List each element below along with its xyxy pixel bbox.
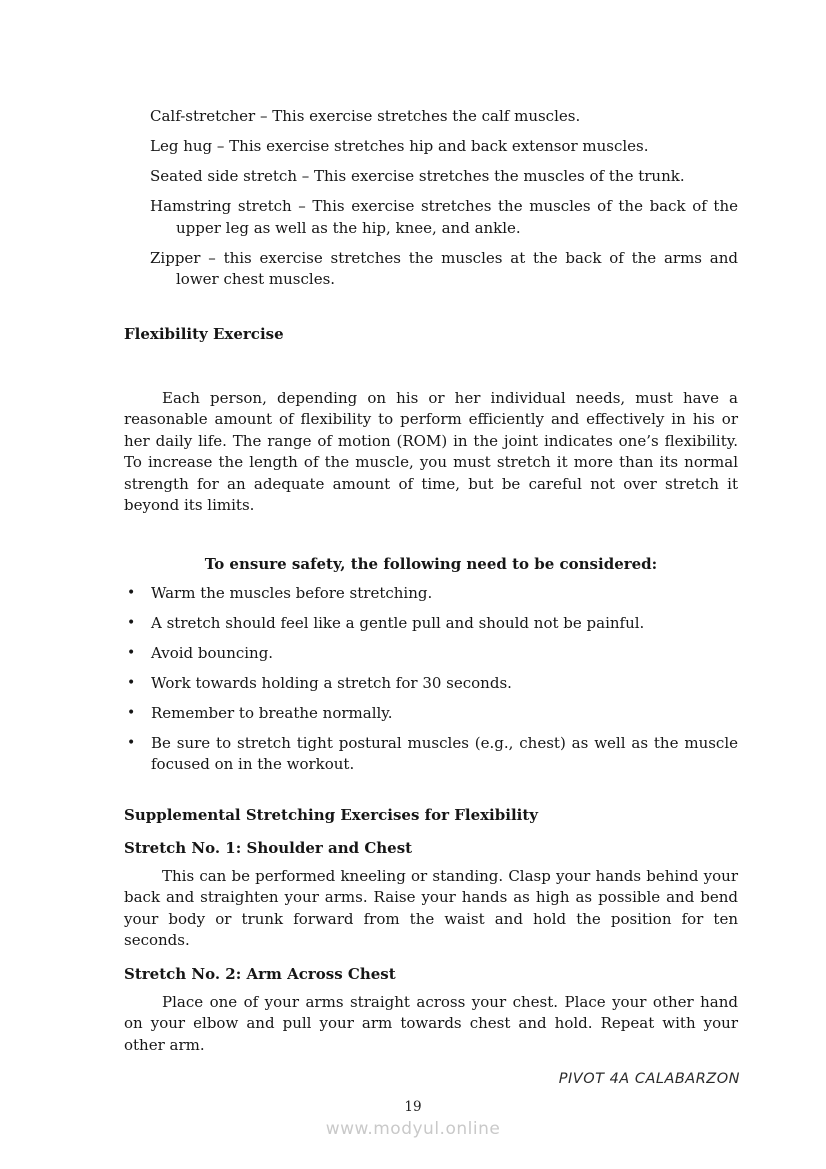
supplemental-heading: Supplemental Stretching Exercises for Flexibility [124, 805, 538, 824]
bullet-text: Work towards holding a stretch for 30 seconds. [151, 673, 512, 692]
bullet-item [124, 583, 738, 605]
bullet-icon: • [127, 674, 136, 691]
section-heading-flexibility-exercise: Flexibility Exercise [124, 324, 284, 343]
bullet-icon: • [127, 644, 136, 661]
bullet-icon: • [127, 584, 136, 601]
safety-bullet-list [124, 583, 738, 776]
stretch-1-body: This can be performed kneeling or standing. Clasp your hands behind your back and straighten your arms. Raise your hands as high as possible and bend your body or trunk forward from the waist and hold the position for ten seconds. [124, 866, 738, 949]
page-number: 19 [404, 1099, 422, 1115]
bullet-text: Avoid bouncing. [151, 643, 274, 662]
bullet-text: A stretch should feel like a gentle pull and should not be painful. [151, 613, 645, 632]
flexibility-paragraph: Each person, depending on his or her individual needs, must have a reasonable amount of flexibility to perform efficiently and effectively in his or her daily life. The range of motion (ROM) in the joint indicates one’s flexibility. To increase the length of the muscle, you must stretch it more than its normal strength for an adequate amount of time, but be careful not over stretch it beyond its limits. [124, 388, 738, 514]
bullet-item [124, 613, 738, 635]
bullet-icon: • [127, 704, 136, 721]
bullet-icon: • [127, 614, 136, 631]
stretch-1-title: Stretch No. 1: Shoulder and Chest [124, 838, 413, 857]
page-content [124, 106, 738, 1056]
watermark-text: www.modyul.online [325, 1119, 501, 1139]
safety-heading: To ensure safety, the following need to be considered: [204, 554, 658, 573]
list-item: Calf-stretcher – This exercise stretches the calf muscles. [150, 107, 581, 125]
list-item: Leg hug – This exercise stretches hip and back extensor muscles. [150, 137, 649, 155]
footer-attribution: PIVOT 4A CALABARZON [558, 1071, 740, 1087]
stretch-2-title: Stretch No. 2: Arm Across Chest [124, 964, 396, 983]
list-item: Seated side stretch – This exercise stretches the muscles of the trunk. [150, 167, 685, 185]
bullet-item [124, 643, 738, 665]
bullet-icon: • [127, 734, 136, 751]
stretch-definitions-list [124, 106, 738, 291]
list-item: Zipper – this exercise stretches the muscles at the back of the arms and lower chest muscles. [150, 248, 738, 288]
list-item: Hamstring stretch – This exercise stretches the muscles of the back of the upper leg as well as the hip, knee, and ankle. [150, 197, 738, 237]
bullet-item [124, 703, 738, 725]
bullet-item [124, 673, 738, 695]
bullet-item [124, 733, 738, 776]
bullet-text: Be sure to stretch tight postural muscles (e.g., chest) as well as the muscle focused on in the workout. [151, 733, 738, 773]
stretch-2-body: Place one of your arms straight across your chest. Place your other hand on your elbow and pull your arm towards chest and hold. Repeat with your other arm. [124, 992, 738, 1054]
bullet-text: Warm the muscles before stretching. [151, 583, 433, 602]
bullet-text: Remember to breathe normally. [151, 703, 393, 722]
